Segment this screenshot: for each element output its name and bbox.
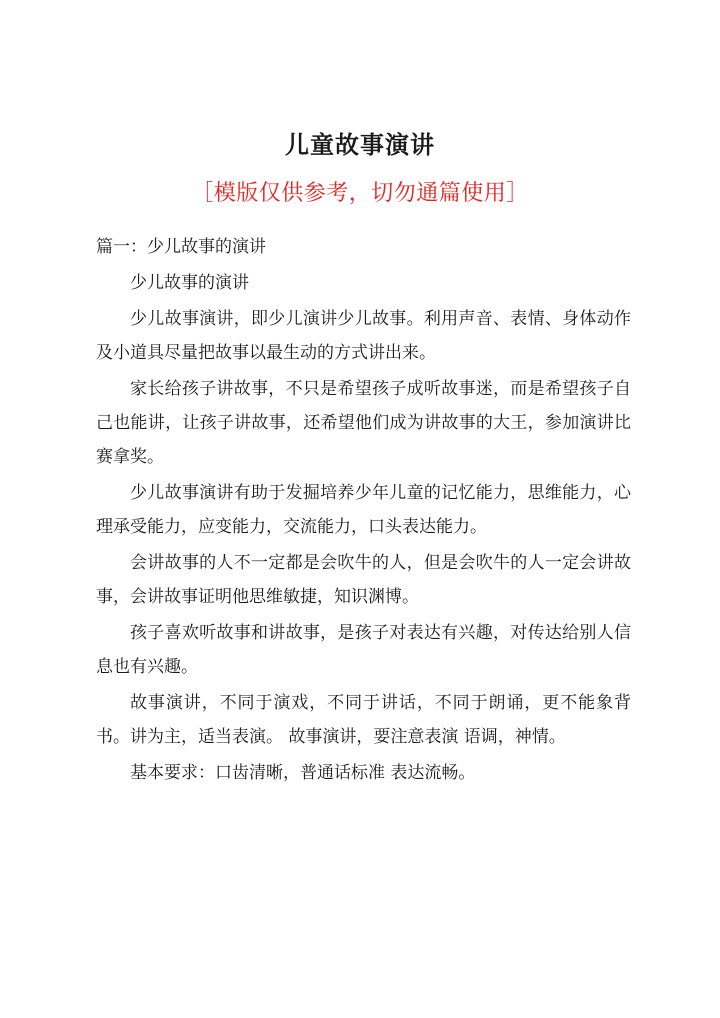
paragraph-6: 故事演讲，不同于演戏，不同于讲话，不同于朗诵，更不能象背书。讲为主，适当表演。 故事演讲，要注意表演 语调，神情。: [96, 693, 631, 747]
paragraph-1: 少儿故事演讲，即少儿演讲少儿故事。利用声音、表情、身体动作及小道具尽量把故事以最生动的方式讲出来。: [96, 309, 631, 363]
paragraph-5: 孩子喜欢听故事和讲故事，是孩子对表达有兴趣，对传达给别人信息也有兴趣。: [96, 623, 631, 677]
paragraph-7: 基本要求：口齿清晰，普通话标准 表达流畅。: [130, 763, 476, 783]
section-heading: 篇一：少儿故事的演讲: [96, 237, 266, 257]
document-body: [96, 230, 631, 792]
paragraph-3: 少儿故事演讲有助于发掘培养少年儿童的记忆能力，思维能力，心理承受能力，应变能力，交流能力，口头表达能力。: [96, 483, 631, 537]
paragraph-2: 家长给孩子讲故事，不只是希望孩子成听故事迷，而是希望孩子自己也能讲，让孩子讲故事，还希望他们成为讲故事的大王，参加演讲比赛拿奖。: [96, 379, 631, 467]
sub-heading: 少儿故事的演讲: [130, 273, 249, 293]
template-notice: ［模版仅供参考，切勿通篇使用］: [191, 181, 529, 206]
document-title: 儿童故事演讲: [285, 130, 435, 159]
paragraph-4: 会讲故事的人不一定都是会吹牛的人，但是会吹牛的人一定会讲故事，会讲故事证明他思维敏捷，知识渊博。: [96, 553, 631, 607]
